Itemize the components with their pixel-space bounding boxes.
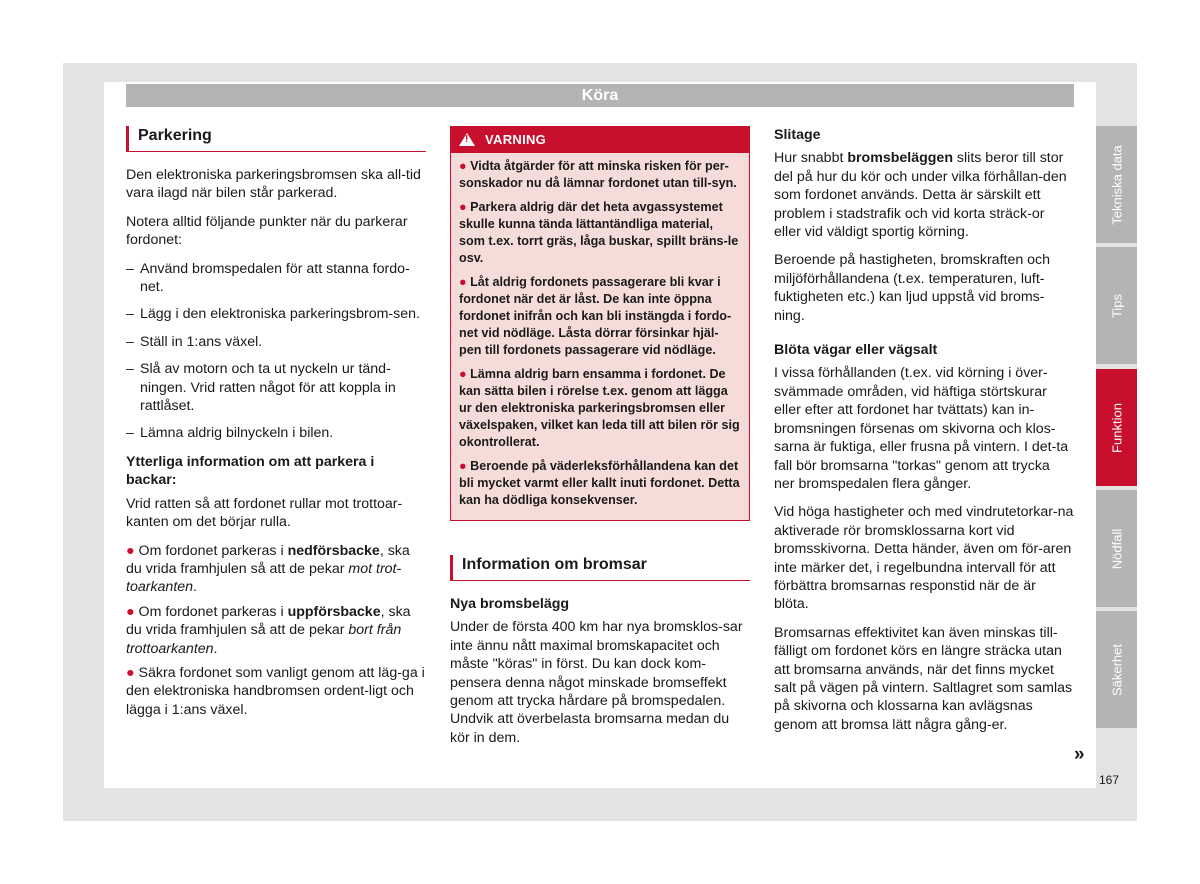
subheading: Slitage [774,127,821,143]
column-1 [126,126,426,725]
paragraph: I vissa förhållanden (t.ex. vid körning i över-svämmade områden, vid häftiga störtskurar eller efter att fordonet har tvättats) kan in-bromsningen försenas om skivorna och klos-sarna är fuktiga, eller frusna på vintern. I det-ta fall bör bromsarna "torkas" genom att trycka ner bromspedalen flera gånger. [774,365,1069,492]
tab-tekniska-data[interactable]: Tekniska data [1096,126,1137,243]
dash-list [126,260,426,443]
warning-item: ● Lämna aldrig barn ensamma i fordonet. De kan sätta bilen i rörelse t.ex. genom att lägga ur den elektroniska parkeringsbromsen eller växelspaken, vilket kan leda till att bilen rör sig okontrollerat. [459,367,740,449]
tab-funktion[interactable]: Funktion [1096,369,1137,486]
paragraph: Vid höga hastigheter och med vindrutetorkar-na aktiverade rör bromsklossarna kort vid bromsskivorna. Detta händer, även om för-aren inte märker det, i regelbundna intervall för att förbättra bromsarnas responstid när de är blöta. [774,504,1074,613]
paragraph: Bromsarnas effektivitet kan även minskas till-fälligt om fordonet körs en längre sträcka utan att bromsarna används, när det finns mycket salt på vägen på vintern. Saltlagret som samlas på skivorna och klossarna kan avlägsnas genom att bromsa lätt några gång-er. [774,624,1073,733]
warning-body [451,153,749,520]
subheading: Nya bromsbelägg [450,596,570,612]
tab-tips[interactable]: Tips [1096,247,1137,364]
bullet-item: ● Säkra fordonet som vanligt genom att läg-ga i den elektroniska handbromsen ordent-ligt och lägga i 1:ans växel. [126,664,425,718]
list-item: – Slå av motorn och ta ut nyckeln ur tänd-ningen. Vrid ratten något för att koppla in rattlåset. [126,360,426,415]
warning-item: ● Beroende på väderleksförhållandena kan det bli mycket varmt eller kallt inuti fordonet. Detta kan ha dödliga konsekvenser. [459,459,740,507]
section-heading-bromsar: Information om bromsar [450,555,750,581]
column-3 [774,126,1074,744]
warning-label: VARNING [485,132,547,147]
subheading: Ytterliga information om att parkera i backar: [126,453,375,489]
section-heading-parkering: Parkering [126,126,426,152]
bullet-item: ● Om fordonet parkeras i uppförsbacke, ska du vrida framhjulen så att de pekar bort från trottoarkanten. [126,603,411,657]
paragraph: Under de första 400 km har nya bromsklos-sar inte ännu nått maximal bromskapacitet och måste "köras" in först. Du kan dock kom-pensera denna något minskade bromseffekt genom att trycka hårdare på bromspedalen. Undvik att överbelasta bromsarna medan du kör in dem. [450,619,743,746]
paragraph: Notera alltid följande punkter när du parkerar fordonet: [126,213,408,249]
page-number: 167 [1099,773,1120,787]
subheading: Blöta vägar eller vägsalt [774,342,938,359]
divider [1096,727,1137,728]
warning-item: ● Parkera aldrig där det heta avgassystemet skulle kunna tända lättantändliga material, som t.ex. torrt gräs, låga buskar, spillt bräns-le osv. [459,200,739,265]
paragraph: Vrid ratten så att fordonet rullar mot trottoar-kanten om det börjar rulla. [126,495,403,531]
warning-box [450,126,750,521]
bullet-icon: ● [126,603,135,620]
bullet-icon: ● [126,542,135,559]
paragraph: Hur snabbt bromsbeläggen slits beror till stor del på hur du kör och under vilka förhållan-den som fordonet används. Detta är särskilt ett problem i stadstrafik och vid korta sträck-or eller vid väldigt sportig körning. [774,150,1067,241]
column-2 [450,126,750,757]
warning-item: ● Låt aldrig fordonets passagerare bli kvar i fordonet när det är låst. De kan inte öppna fordonet inifrån och kan bli instängda i fordo-net vid nödläge. Låsta dörrar försinkar hjäl-pen till fordonets passagerare vid nödläge. [459,275,732,357]
continue-arrow-icon: » [1074,744,1085,765]
list-item: – Använd bromspedalen för att stanna fordo-net. [126,260,426,297]
tab-nodfall[interactable]: Nödfall [1096,490,1137,607]
warning-header [451,127,749,153]
list-item: – Lägg i den elektroniska parkeringsbrom-sen. [126,305,426,323]
paragraph: Beroende på hastigheten, bromskraften och miljöförhållandena (t.ex. temperaturen, luft-fuktigheten etc.) kan ljud uppstå vid broms-ning. [774,252,1051,324]
tab-sakerhet[interactable]: Säkerhet [1096,611,1137,728]
bullet-item: ● Om fordonet parkeras i nedförsbacke, ska du vrida framhjulen så att de pekar mot trot-toarkanten. [126,542,410,596]
warning-triangle-icon: ! [459,133,475,146]
paragraph: Den elektroniska parkeringsbromsen ska all-tid vara ilagd när bilen står parkerad. [126,167,421,202]
list-item: – Ställ in 1:ans växel. [126,333,426,351]
chapter-header: Köra [126,84,1074,107]
bullet-icon: ● [126,664,135,681]
warning-item: ● Vidta åtgärder för att minska risken för per-sonskador nu då lämnar fordonet utan till-syn. [459,159,737,190]
list-item: – Lämna aldrig bilnyckeln i bilen. [126,424,426,442]
